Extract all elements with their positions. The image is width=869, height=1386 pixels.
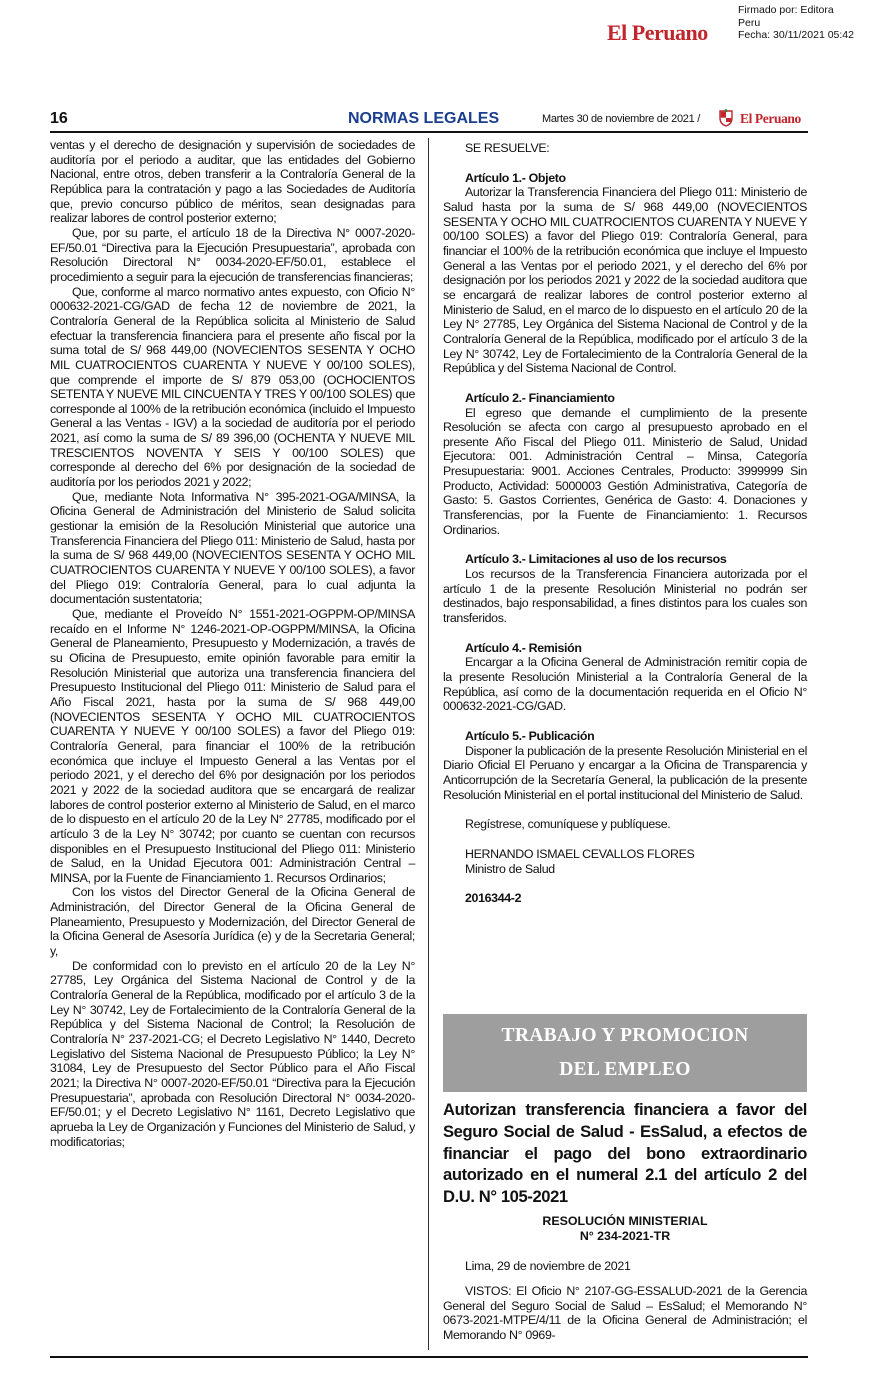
paragraph: Con los vistos del Director General de la Oficina General de Administración, del Director General de la Oficina General de Planeamiento, Presupuesto y Modernización, del Director General de la Oficina General de Asesoría Jurídica (e) y de la Secretaria General; y, [50, 885, 415, 959]
paragraph: VISTOS: El Oficio N° 2107-GG-ESSALUD-2021 de la Gerencia General del Seguro Social de Salud – EsSalud; el Memorando N° 0673-2021-MTPE/4/11 de la Oficina General de Administración; el Memorando N° 0969- [443, 1284, 807, 1342]
article-text: Encargar a la Oficina General de Administración remitir copia de la presente Resolución Ministerial a la Contraloría General de la República, así como de la documentación requerida en el Oficio N° 000632-2021-CG/GAD. [443, 655, 807, 714]
article-title: Artículo 1.- Objeto [465, 170, 566, 185]
digital-signature-stamp [738, 4, 854, 42]
paragraph: Que, conforme al marco normativo antes expuesto, con Oficio N° 000632-2021-CG/GAD de fecha 12 de noviembre de 2021, la Contraloría General de la República solicita al Ministerio de Salud efectuar la transferencia financiera para el presente año fiscal por la suma total de S/ 968 449,00 (NOVECIENTOS SESENTA Y OCHO MIL CUATROCIENTOS CUARENTA Y NUEVE Y 00/100 SOLES), que comprende el importe de S/ 879 053,00 (OCHOCIENTOS SETENTA Y NUEVE MIL CINCUENTA Y TRES Y 00/100 SOLES) que corresponde al 100% de la retribución económica (incluido el Impuesto General a las Ventas - IGV) a la sociedad de auditoría por el periodo 2021, así como la suma de S/ 89 396,00 (OCHENTA Y NUEVE MIL TRESCIENTOS NOVENTA Y SEIS Y 00/100 SOLES) que corresponde al derecho del 6% por designación de la sociedad de auditoría por los periodos 2021 y 2022; [50, 284, 416, 490]
stamp-date: Fecha: 30/11/2021 05:42 [738, 29, 854, 41]
article-title: Artículo 5.- Publicación [465, 728, 595, 743]
paragraph: De conformidad con lo previsto en el artículo 20 de la Ley N° 27785, Ley Orgánica del Sistema Nacional de Control y de la Contraloría General de la República, modificado por el artículo 3 de la Ley N° 30742, Ley de Fortalecimiento de la Contraloría General de la República y del Sistema Nacional de Control; la Resolución de Contraloría N° 237-2021-CG; el Decreto Legislativo N° 1440, Decreto Legislativo del Sistema Nacional de Presupuesto Público; la Ley N° 31084, Ley de Presupuesto del Sector Público para el Año Fiscal 2021; la Directiva N° 0007-2020-EF/50.01 “Directiva para la Ejecución Presupuestaria”, aprobada con Resolución Directoral N° 0034-2020-EF/50.01; y el Decreto Legislativo N° 1161, Decreto Legislativo que aprueba la Ley de Organización y Funciones del Ministerio de Salud, y modificatorias; [50, 958, 415, 1149]
sector-line-2: DEL EMPLEO [559, 1059, 691, 1080]
left-column [50, 138, 415, 1149]
right-column [443, 141, 807, 906]
issue-date: Martes 30 de noviembre de 2021 / [542, 113, 700, 125]
article-text: El egreso que demande el cumplimiento de la presente Resolución se afecta con cargo al presupuesto aprobado en el presente Año Fiscal del Pliego 011. Ministerio de Salud, Unidad Ejecutora: 001. Administración Central – Minsa, Categoría Presupuestaria: 9001. Acciones Centrales, Producto: 3999999 Sin Producto, Actividad: 5000003 Gestión Administrativa, Categoría de Gasto: 5. Gastos Corrientes, Genérica de Gasto: 4. Donaciones y Transferencias, por la Fuente de Financiamiento: 1. Recursos Ordinarios. [443, 405, 807, 537]
stamp-signed-by: Firmado por: Editora [738, 4, 834, 16]
signer-name: HERNANDO ISMAEL CEVALLOS FLORES [465, 846, 695, 861]
paragraph: ventas y el derecho de designación y supervisión de sociedades de auditoría por el periodo a auditar, que las entidades del Gobierno Nacional, entre otros, deben transferir a la Contraloría General de la República para la contratación y pago a las Sociedades de Auditoría que, previo concurso público de méritos, sean designadas para realizar labores de control posterior externo; [50, 138, 415, 226]
paragraph: Que, mediante el Proveído N° 1551-2021-OGPPM-OP/MINSA recaído en el Informe N° 1246-2021-OP-OGPPM/MINSA, la Oficina General de Planeamiento, Presupuesto y Modernización, a través de su Oficina de Presupuesto, emite opinión favorable para emitir la Resolución Ministerial que autoriza una transferencia financiera del Presupuesto Institucional del Pliego 011: Ministerio de Salud para el Año Fiscal 2021, hasta por la suma de S/ 968 449,00 (NOVECIENTOS SESENTA Y OCHO MIL CUATROCIENTOS CUARENTA Y NUEVE Y 00/100 SOLES) a favor del Pliego 019: Contraloría General, para financiar el 100% de la retribución económica que incluye el Impuesto General a las Ventas por el periodo 2021, y el derecho del 6% por designación por los periodos 2021 y 2022 de la sociedad auditora que se encargará de realizar labores de control posterior externo al Ministerio de Salud, en el marco de lo dispuesto en el artículo 20 de la Ley N° 27785, modificado por el artículo 3 de la Ley N° 30742; por cuanto se cuentan con recursos disponibles en el Presupuesto Institucional del Pliego 011: Ministerio de Salud, en la Unidad Ejecutora 001: Administración Central – MINSA, por la Fuente de Financiamiento 1. Recursos Ordinarios; [50, 607, 415, 885]
footer-rule [50, 1356, 808, 1358]
article-title: Artículo 2.- Financiamiento [465, 390, 615, 405]
article-text: Los recursos de la Transferencia Financiera autorizada por el artículo 1 de la presente Resolución Ministerial no podrán ser destinados, bajo responsabilidad, a fines distintos para los cuales son transferidos. [443, 567, 807, 626]
paragraph: Que, mediante Nota Informativa N° 395-2021-OGA/MINSA, la Oficina General de Administración del Ministerio de Salud solicita gestionar la emisión de la Resolución Ministerial que autorice una Transferencia Financiera del Pliego 011: Ministerio de Salud, hasta por la suma de S/ 968 449,00 (NOVECIENTOS SESENTA Y OCHO MIL CUATROCIENTOS CUARENTA Y NUEVE Y 00/100 SOLES), a favor del Pliego 019: Contraloría General, para lo cual adjunta la documentación sustentatoria; [50, 489, 415, 607]
column-divider [428, 138, 429, 1350]
resolution-number: N° 234-2021-TR [579, 1228, 671, 1243]
document-code: 2016344-2 [465, 891, 522, 906]
resolution-type: RESOLUCIÓN MINISTERIAL [542, 1214, 708, 1228]
resolution-heading [443, 1214, 807, 1243]
article-title: Artículo 3.- Limitaciones al uso de los recursos [465, 552, 727, 567]
page-number: 16 [50, 110, 68, 127]
sector-banner [443, 1014, 807, 1092]
place-date: Lima, 29 de noviembre de 2021 [465, 1259, 631, 1273]
vistos-paragraph [443, 1284, 807, 1343]
header-rule [50, 131, 808, 133]
sector-line-1: TRABAJO Y PROMOCION [501, 1025, 749, 1046]
article-title: Artículo 4.- Remisión [465, 640, 582, 655]
article-text: Autorizar la Transferencia Financiera del Pliego 011: Ministerio de Salud hasta por la suma de S/ 968 449,00 (NOVECIENTOS SESENTA Y OCHO MIL CUATROCIENTOS CUARENTA Y NUEVE Y 00/100 SOLES) a favor del Pliego 019: Contraloría General, para financiar el 100% de la retribución económica que incluye el Impuesto General a las Ventas por el periodo 2021, y el derecho del 6% por designación por los periodos 2021 y 2022 de la sociedad auditora que se encargará de realizar labores de control posterior externo al Ministerio de Salud, en el marco de lo dispuesto en el artículo 20 de la Ley N° 27785, Ley Orgánica del Sistema Nacional de Control y de la Contraloría General de la República, modificado por el artículo 3 de la Ley N° 30742, Ley de Fortalecimiento de la Contraloría General de la República y del Sistema Nacional de Control. [443, 185, 807, 376]
decree-headline: Autorizan transferencia financiera a favor del Seguro Social de Salud - EsSalud, a efectos de financiar el pago del bono extraordinario autorizado en el numeral 2.1 del artículo 2 del D.U. N° 105-2021 [443, 1100, 807, 1207]
article-text: Disponer la publicación de la presente Resolución Ministerial en el Diario Oficial El Peruano y encargar a la Oficina de Transparencia y Anticorrupción de la Secretaría General, la publicación de la presente Resolución Ministerial en el portal institucional del Ministerio de Salud. [443, 743, 807, 802]
section-title: NORMAS LEGALES [348, 110, 500, 127]
coat-of-arms-icon [718, 109, 734, 127]
paragraph: Que, por su parte, el artículo 18 de la Directiva N° 0007-2020-EF/50.01 “Directiva para la Ejecución Presupuestaria”, aprobada con Resolución Directoral N° 0034-2020-EF/50.01, establece el procedimiento a seguir para la ejecución de transferencias financieras; [50, 225, 415, 284]
closing-formula: Regístrese, comuníquese y publíquese. [465, 817, 671, 832]
signer-role: Ministro de Salud [465, 861, 555, 876]
header-brand: El Peruano [740, 111, 801, 126]
el-peruano-logo: El Peruano [607, 20, 708, 45]
stamp-signed-by-2: Peru [738, 16, 761, 29]
resolve-heading: SE RESUELVE: [465, 141, 550, 155]
